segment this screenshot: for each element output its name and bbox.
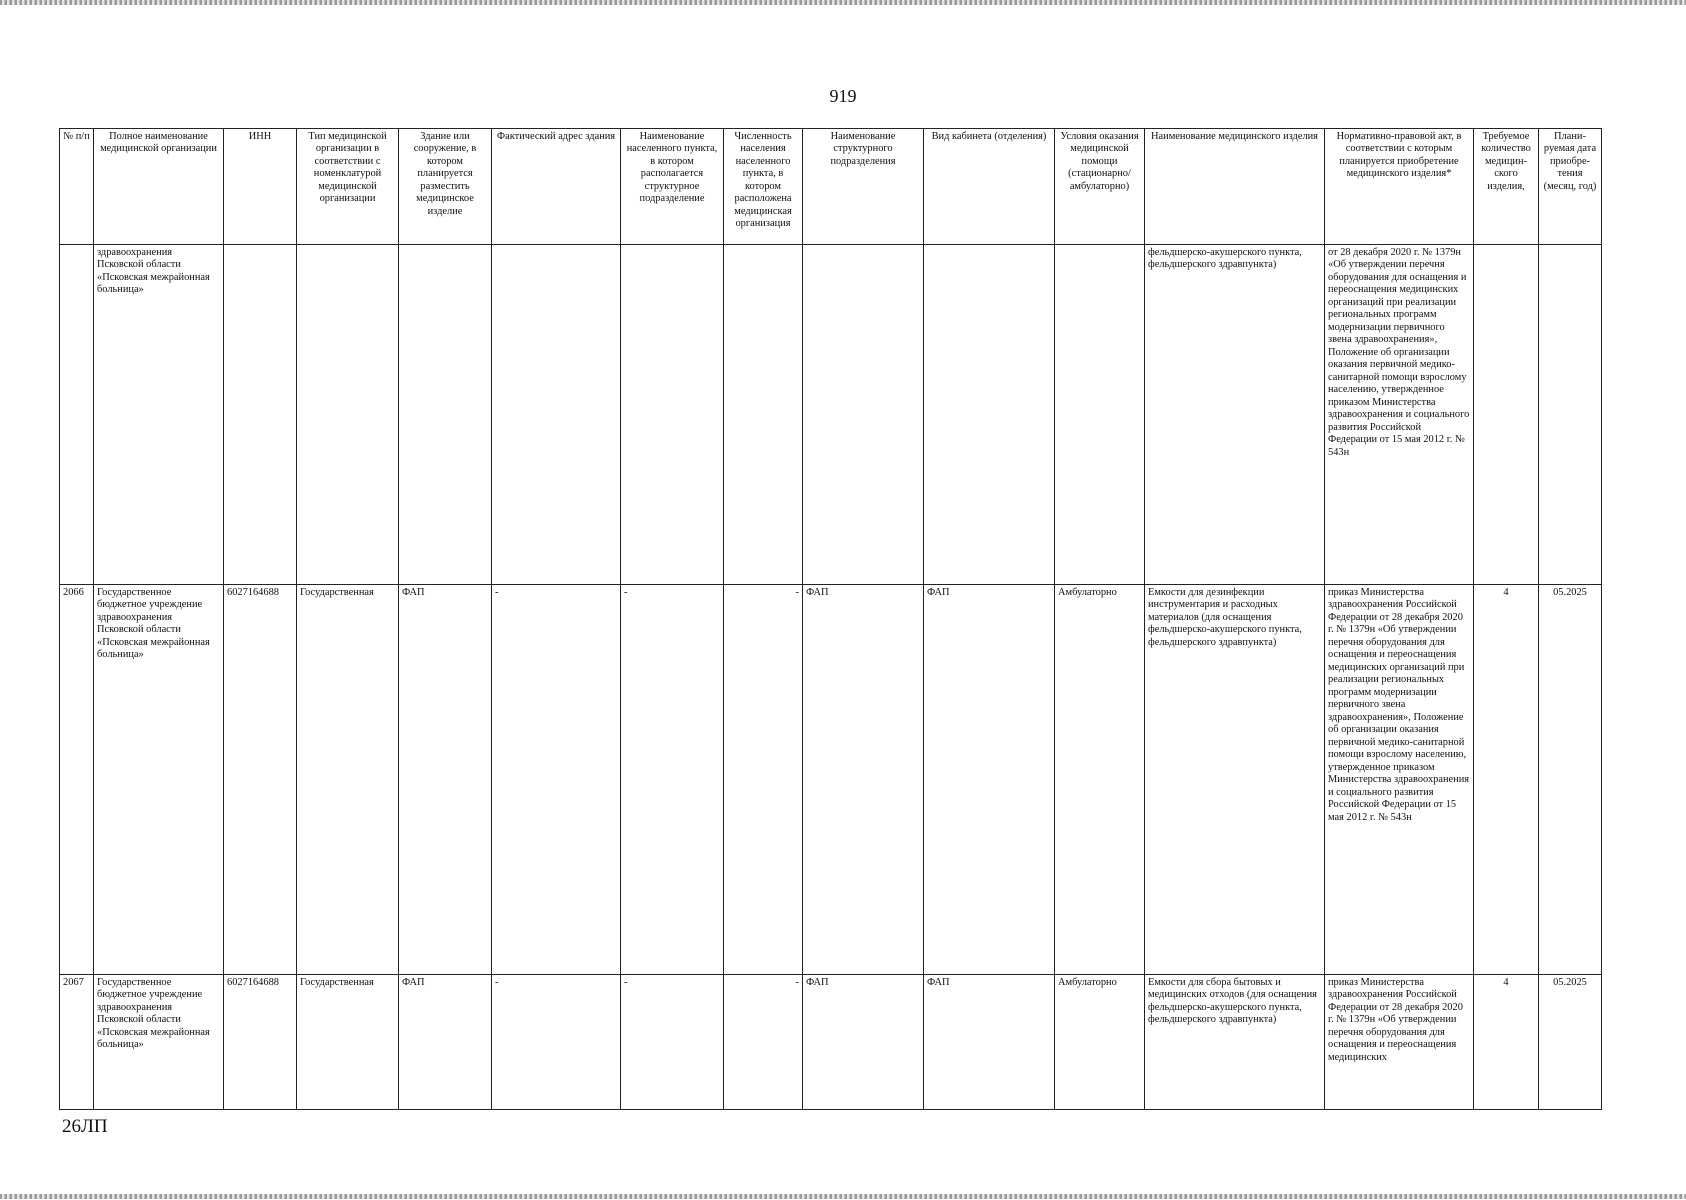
col-header-org: Полное наименование медицинской организации [94, 129, 224, 245]
cell-locality: - [621, 975, 724, 1110]
col-header-locality: Наименование населенного пункта, в котором располагается структурное подразделение [621, 129, 724, 245]
cell-conditions: Амбулаторно [1055, 975, 1145, 1110]
cell-qty: 4 [1474, 585, 1539, 975]
cell-address: - [492, 585, 621, 975]
sheet-code: 26ЛП [62, 1116, 108, 1137]
cell-num: 2066 [60, 585, 94, 975]
cell-num [60, 245, 94, 585]
col-header-building: Здание или сооружение, в котором планируется разместить медицинское изделие [399, 129, 492, 245]
table-row [60, 245, 1602, 585]
cell-act: приказ Министерства здравоохранения Российской Федерации от 28 декабря 2020 г. № 1379н «Об утверждении перечня оборудования для оснащения и переоснащения медицинских организаций при реализации региональных программ модернизации первичного звена здравоохранения», Положение об организации оказания первичной медико-санитарной помощи взрослому населению, утвержденное приказом Министерства здравоохранения и социального развития Российской Федерации от 15 мая 2012 г. № 543н [1325, 585, 1474, 975]
cell-inn: 6027164688 [224, 975, 297, 1110]
col-header-subdivision: Наименование структурного подразделения [803, 129, 924, 245]
cell-cabinet: ФАП [924, 975, 1055, 1110]
cell-type: Государственная [297, 585, 399, 975]
col-header-qty: Требуемое количество медицин-ского изделия, [1474, 129, 1539, 245]
cell-locality [621, 245, 724, 585]
table-row [60, 585, 1602, 975]
col-header-address: Фактический адрес здания [492, 129, 621, 245]
cell-locality: - [621, 585, 724, 975]
cell-act: от 28 декабря 2020 г. № 1379н «Об утверждении перечня оборудования для оснащения и переоснащения медицинских организаций при реализации региональных программ модернизации первичного звена здравоохранения», Положение об организации оказания первичной медико-санитарной помощи взрослому населению, утвержденное приказом Министерства здравоохранения и социального развития Российской Федерации от 15 мая 2012 г. № 543н [1325, 245, 1474, 585]
cell-device: Емкости для сбора бытовых и медицинских отходов (для оснащения фельдшерско-акушерского пункта, фельдшерского здравпункта) [1145, 975, 1325, 1110]
cell-org: здравоохранения Псковской области «Псковская межрайонная больница» [94, 245, 224, 585]
cell-date: 05.2025 [1539, 585, 1602, 975]
equipment-table [59, 128, 1602, 1110]
cell-cabinet [924, 245, 1055, 585]
cell-building [399, 245, 492, 585]
col-header-device: Наименование медицинского изделия [1145, 129, 1325, 245]
scan-edge-bottom [0, 1194, 1686, 1199]
col-header-num: № п/п [60, 129, 94, 245]
cell-address [492, 245, 621, 585]
cell-address: - [492, 975, 621, 1110]
cell-subdivision: ФАП [803, 975, 924, 1110]
col-header-inn: ИНН [224, 129, 297, 245]
col-header-conditions: Условия оказания медицинской помощи (стационарно/ амбулаторно) [1055, 129, 1145, 245]
cell-population [724, 245, 803, 585]
cell-num: 2067 [60, 975, 94, 1110]
col-header-cabinet: Вид кабинета (отделения) [924, 129, 1055, 245]
cell-qty: 4 [1474, 975, 1539, 1110]
col-header-date: Плани-руемая дата приобре-тения (месяц, год) [1539, 129, 1602, 245]
cell-inn: 6027164688 [224, 585, 297, 975]
cell-act: приказ Министерства здравоохранения Российской Федерации от 28 декабря 2020 г. № 1379н «Об утверждении перечня оборудования для оснащения и переоснащения медицинских [1325, 975, 1474, 1110]
cell-date: 05.2025 [1539, 975, 1602, 1110]
cell-conditions [1055, 245, 1145, 585]
table-row [60, 975, 1602, 1110]
table-header-row [60, 129, 1602, 245]
cell-type: Государственная [297, 975, 399, 1110]
cell-building: ФАП [399, 975, 492, 1110]
cell-org: Государственное бюджетное учреждение здравоохранения Псковской области «Псковская межрайонная больница» [94, 585, 224, 975]
cell-device: фельдшерско-акушерского пункта, фельдшерского здравпункта) [1145, 245, 1325, 585]
cell-qty [1474, 245, 1539, 585]
cell-org: Государственное бюджетное учреждение здравоохранения Псковской области «Псковская межрайонная больница» [94, 975, 224, 1110]
col-header-act: Нормативно-правовой акт, в соответствии с которым планируется приобретение медицинского изделия* [1325, 129, 1474, 245]
col-header-type: Тип медицинской организации в соответствии с номенклатурой медицинской организации [297, 129, 399, 245]
page-number: 919 [829, 86, 857, 106]
scan-edge-top [0, 0, 1686, 5]
cell-population: - [724, 585, 803, 975]
col-header-population: Численность населения населенного пункта, в котором расположена медицинская организация [724, 129, 803, 245]
cell-subdivision [803, 245, 924, 585]
cell-population: - [724, 975, 803, 1110]
cell-date [1539, 245, 1602, 585]
cell-type [297, 245, 399, 585]
cell-conditions: Амбулаторно [1055, 585, 1145, 975]
cell-cabinet: ФАП [924, 585, 1055, 975]
cell-subdivision: ФАП [803, 585, 924, 975]
cell-device: Емкости для дезинфекции инструментария и расходных материалов (для оснащения фельдшерско-акушерского пункта, фельдшерского здравпункта) [1145, 585, 1325, 975]
cell-building: ФАП [399, 585, 492, 975]
cell-inn [224, 245, 297, 585]
